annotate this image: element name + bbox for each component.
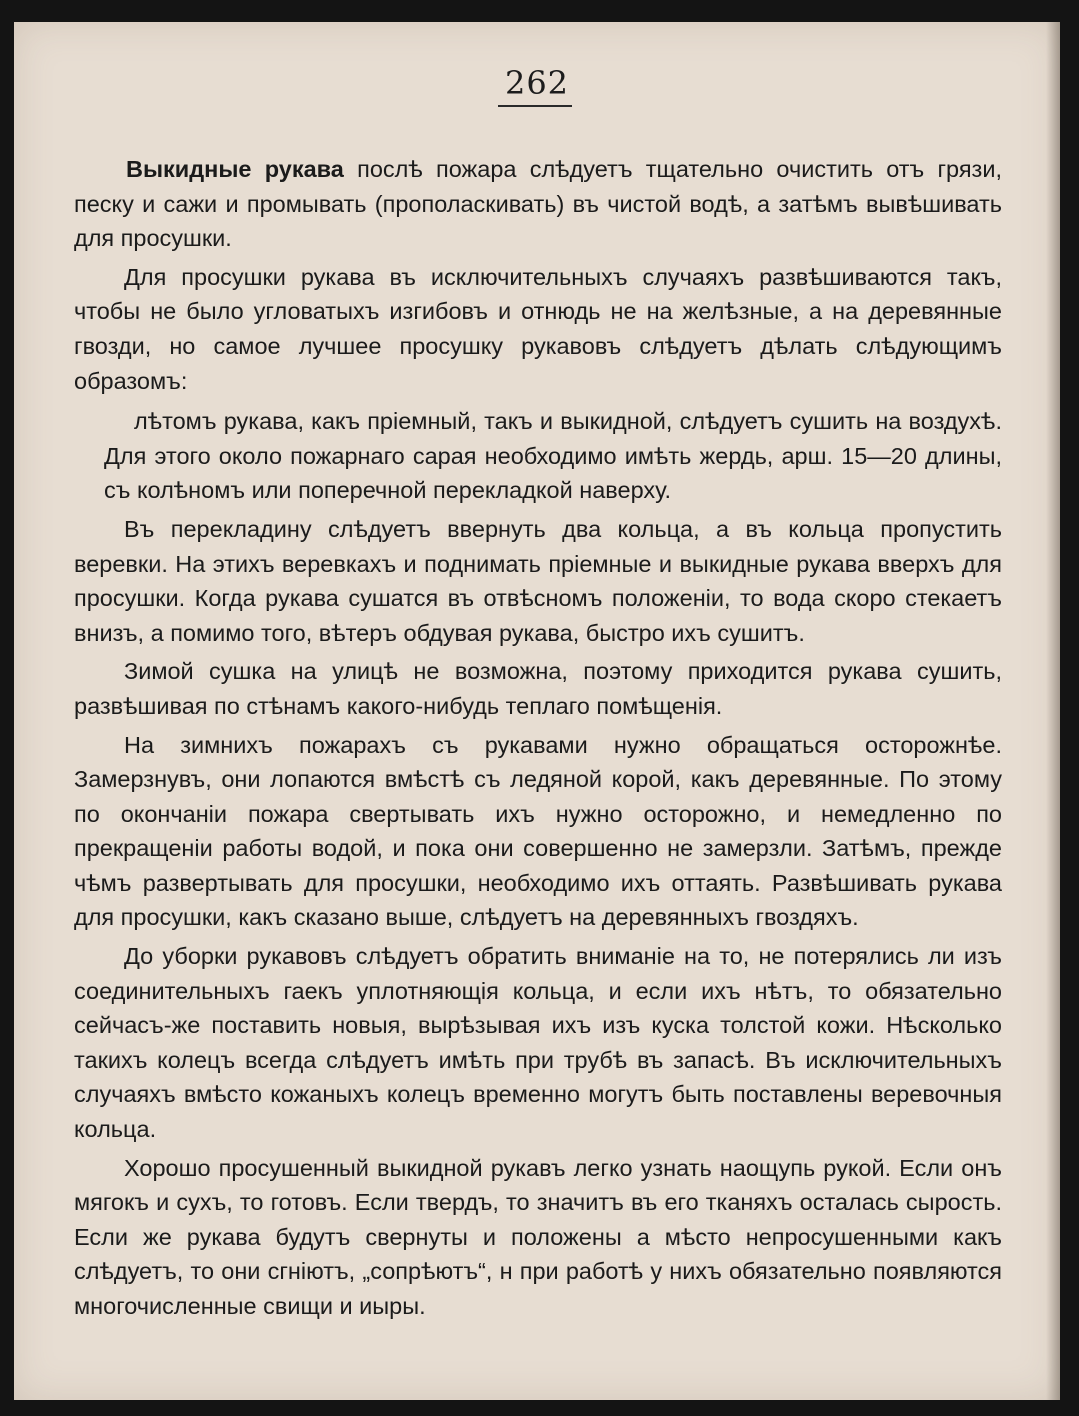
paragraph-8: Хорошо просушенный выкидной рукавъ легко узнать наощупь рукой. Если онъ мягокъ и сухъ, то готовъ. Если твердъ, то значитъ въ его тканяхъ осталась сырость. Если же рукава будутъ свернуты и положены а мѣсто непросушенными какъ слѣдуетъ, то они сгніютъ, „сопрѣютъ“, н при работѣ у нихъ обязательно появляются многочисленные свищи и иыры.: [74, 1154, 1002, 1319]
paragraph-2: Для просушки рукава въ исключительныхъ случаяхъ развѣшиваются такъ, чтобы не было угловатыхъ изгибовъ и отнюдь не на желѣзные, а на деревянные гвозди, но самое лучшее просушку рукавовъ слѣдуетъ дѣлать слѣдующимъ образомъ:: [74, 263, 1002, 394]
body-text: [74, 152, 1002, 1328]
paragraph-5: Зимой сушка на улицѣ не возможна, поэтому приходится рукава сушить, развѣшивая по стѣнамъ какого-нибудь теплаго помѣщенія.: [74, 658, 1002, 719]
page-number-underline: [498, 105, 572, 107]
section-heading-inline: Выкидные рукава: [126, 156, 344, 182]
paragraph-4: Въ перекладину слѣдуетъ ввернуть два кольца, а въ кольца пропустить веревки. На этихъ веревкахъ и поднимать пріемные и выкидные рукава вверхъ для просушки. Когда рукава сушатся въ отвѣсномъ положеніи, то вода скоро стекаетъ внизъ, а помимо того, вѣтеръ обдувая рукава, быстро ихъ сушитъ.: [74, 515, 1002, 646]
paragraph-6: На зимнихъ пожарахъ съ рукавами нужно обращаться осторожнѣе. Замерзнувъ, они лопаются вмѣстѣ съ ледяной корой, какъ деревянные. По этому по окончаніи пожара свертывать ихъ нужно осторожно, и немедленно по прекращеніи работы водой, и пока они совершенно не замерзли. Затѣмъ, прежде чѣмъ развертывать для просушки, необходимо ихъ оттаять. Развѣшивать рукава для просушки, какъ сказано выше, слѣдуетъ на деревянныхъ гвоздяхъ.: [74, 731, 1002, 931]
page-number: 262: [504, 64, 570, 102]
paragraph-1-text: послѣ пожара слѣдуетъ тщательно очистить отъ грязи, песку и сажи и промывать (прополаскивать) въ чистой водѣ, а затѣмъ вывѣшивать для просушки.: [74, 156, 1002, 252]
paragraph-3: лѣтомъ рукава, какъ пріемный, такъ и выкидной, слѣдуетъ сушить на воздухѣ. Для этого около пожарнаго сарая необходимо имѣть жердь, арш. 15—20 длины, съ колѣномъ или поперечной перекладкой наверху.: [104, 408, 1002, 504]
paragraph-7: До уборки рукавовъ слѣдуетъ обратить вниманіе на то, не потерялись ли изъ соединительныхъ гаекъ уплотняющія кольца, и если ихъ нѣтъ, то обязательно сейчасъ-же поставить новыя, вырѣзывая ихъ изъ куска толстой кожи. Нѣсколько такихъ колецъ всегда слѣдуетъ имѣть при трубѣ въ запасѣ. Въ исключительныхъ случаяхъ вмѣсто кожаныхъ колецъ временно могутъ быть поставлены веревочныя кольца.: [74, 943, 1002, 1143]
book-page: [14, 22, 1060, 1400]
paragraph-1: [74, 152, 1002, 256]
